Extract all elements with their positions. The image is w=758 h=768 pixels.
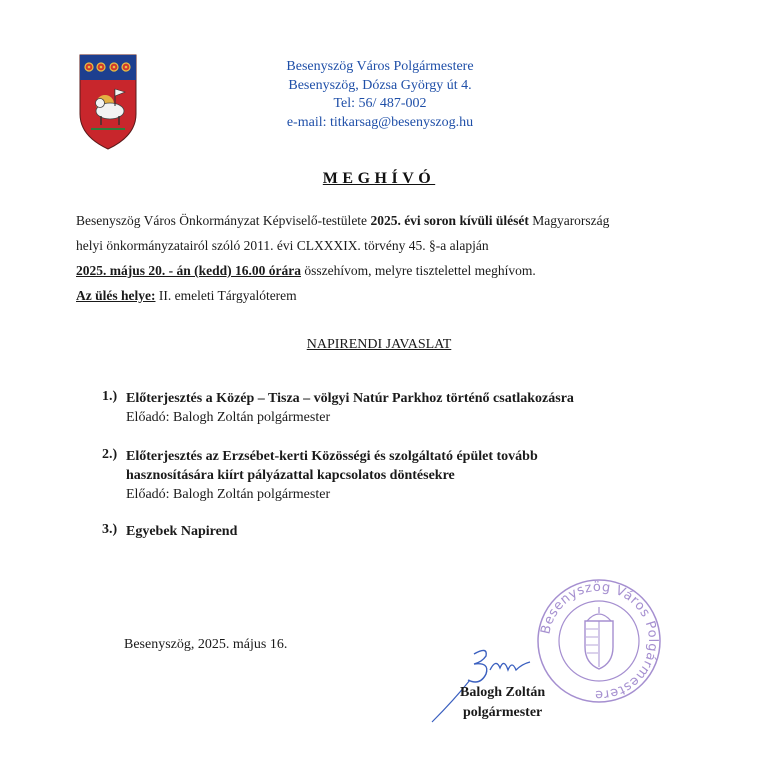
agenda-heading: NAPIRENDI JAVASLAT: [306, 337, 452, 352]
office-phone: Tel: 56/ 487-002: [333, 96, 427, 111]
agenda-item-title-cont: hasznosítására kiírt pályázattal kapcsolatos döntésekre: [126, 468, 455, 483]
office-name: Besenyszög Város Polgármestere: [286, 59, 474, 74]
meeting-date: 2025. május 20. - án (kedd) 16.00 órára: [76, 263, 301, 278]
agenda-item-title: Egyebek Napirend: [126, 524, 238, 539]
signer-role: polgármester: [462, 705, 543, 720]
agenda-item-title: Előterjesztés a Közép – Tisza – völgyi Natúr Parkhoz történő csatlakozásra: [126, 391, 574, 406]
body-line-3: [76, 258, 696, 283]
signer-block: [460, 683, 545, 723]
letterhead: [250, 58, 510, 132]
agenda-item-number: 3.): [102, 522, 118, 537]
coat-of-arms-icon: [79, 54, 137, 150]
agenda-item-number: 2.): [102, 447, 118, 462]
agenda-item-number: 1.): [102, 389, 118, 404]
body-line-1: [76, 208, 696, 233]
document-title: MEGHÍVÓ: [322, 170, 436, 187]
agenda-item-presenter: Előadó: Balogh Zoltán polgármester: [126, 410, 331, 425]
meeting-place: II. emeleti Tárgyalóterem: [155, 288, 297, 303]
body-text: Besenyszög Város Önkormányzat Képviselő-testülete: [76, 213, 371, 228]
body-text: összehívom, melyre tisztelettel meghívom.: [301, 263, 536, 278]
office-address: Besenyszög, Dózsa György út 4.: [288, 77, 472, 93]
place-and-date: Besenyszög, 2025. május 16.: [124, 637, 288, 652]
body-text: Magyarország: [528, 213, 610, 228]
meeting-place-label: Az ülés helye:: [76, 288, 156, 303]
body-line-4: [76, 283, 696, 308]
body-line-2: helyi önkormányzatairól szóló 2011. évi CLXXXIX. törvény 45. §-a alapján: [76, 238, 489, 253]
agenda-item-presenter: Előadó: Balogh Zoltán polgármester: [126, 487, 331, 502]
meeting-type: 2025. évi soron kívüli ülését: [370, 213, 529, 228]
stamp-text: Besenyszög Város Polgármestere: [538, 579, 661, 703]
invitation-paragraph: [76, 208, 696, 308]
agenda-item-title: Előterjesztés az Erzsébet-kerti Közösségi és szolgáltató épület tovább: [126, 449, 538, 464]
signer-name: Balogh Zoltán: [460, 685, 546, 700]
office-email: e-mail: titkarsag@besenyszog.hu: [286, 114, 474, 130]
